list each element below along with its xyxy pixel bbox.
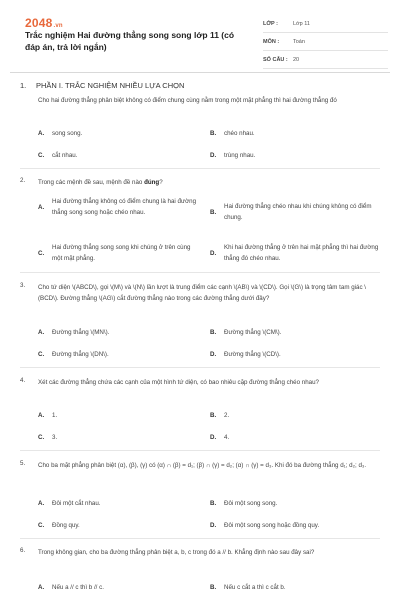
option-text: chéo nhau.	[224, 130, 255, 137]
option-text: Khi hai đường thẳng ở trên hai mặt phẳng thì hai đường thẳng đó chéo nhau.	[224, 244, 379, 262]
option-a[interactable]	[38, 128, 198, 139]
option-c[interactable]	[38, 150, 198, 161]
option-text: 2.	[224, 412, 230, 419]
document-title: Trắc nghiệm Hai đường thẳng song song lớp 11 (có đáp án, trả lời ngắn)	[25, 30, 235, 52]
option-text: Đường thẳng \(DN\).	[52, 351, 109, 358]
question-5	[20, 460, 380, 471]
meta-key: LỚP :	[263, 20, 278, 27]
option-letter: D.	[210, 152, 217, 159]
section-heading	[20, 81, 184, 90]
option-text: song song.	[52, 130, 83, 137]
meta-value: Toán	[293, 38, 305, 45]
divider	[20, 272, 380, 273]
option-b[interactable]	[210, 128, 380, 139]
meta-key: MÔN :	[263, 38, 280, 45]
option-a[interactable]	[38, 196, 198, 218]
meta-key: SỐ CÂU :	[263, 56, 288, 63]
question-2	[20, 177, 380, 188]
option-text: Đường thẳng \(CD\).	[224, 351, 281, 358]
divider	[20, 168, 380, 169]
question-text-end: ?	[159, 179, 163, 186]
option-a[interactable]	[38, 498, 198, 509]
option-text: Đôi một song song.	[224, 500, 278, 507]
option-text: Đôi một song song hoặc đồng quy.	[224, 522, 320, 529]
option-letter: A.	[38, 329, 45, 336]
document-header	[10, 0, 390, 73]
question-text	[38, 177, 380, 188]
meta-row-subject	[263, 33, 388, 51]
option-text: Hai đường thẳng song song khi chúng ở trên cùng một mặt phẳng.	[52, 244, 191, 262]
option-letter: D.	[210, 351, 217, 358]
option-letter: D.	[210, 434, 217, 441]
option-text: Đường thẳng \(MN\).	[52, 329, 110, 336]
question-4	[20, 377, 380, 388]
option-letter: C.	[38, 249, 45, 257]
option-letter: D.	[210, 522, 217, 529]
question-text-start: Trong các mệnh đề sau, mệnh đề nào	[38, 179, 145, 186]
option-d[interactable]	[210, 150, 380, 161]
question-1	[20, 95, 380, 106]
question-3	[20, 282, 380, 304]
logo-text: 2048	[25, 16, 53, 30]
option-text: Hai đường thẳng chéo nhau khi chúng không có điểm chung.	[224, 203, 372, 221]
divider	[20, 450, 380, 451]
option-letter: B.	[210, 130, 217, 137]
option-text: Hai đường thẳng không có điểm chung là hai đường thẳng song song hoặc chéo nhau.	[52, 198, 197, 216]
meta-value: Lớp 11	[293, 20, 310, 27]
question-number: 3.	[20, 282, 26, 289]
option-a[interactable]	[38, 582, 198, 593]
section-number: 1.	[20, 81, 27, 90]
option-text: 3.	[52, 434, 58, 441]
option-text: Đường thẳng \(CM\).	[224, 329, 282, 336]
question-number: 6.	[20, 547, 26, 554]
option-text: 1.	[52, 412, 58, 419]
option-text: Đồng quy.	[52, 522, 80, 529]
option-letter: B.	[210, 584, 217, 591]
document-meta	[263, 15, 388, 69]
section-title: PHẦN I. TRẮC NGHIỆM NHIỀU LỰA CHỌN	[36, 81, 185, 90]
site-logo[interactable]	[25, 16, 63, 30]
option-letter: A.	[38, 584, 45, 591]
option-d[interactable]	[210, 432, 380, 443]
option-d[interactable]	[210, 242, 380, 264]
option-letter: D.	[210, 249, 217, 257]
question-6	[20, 547, 380, 558]
option-text: Nếu a // c thì b // c.	[52, 584, 104, 591]
logo-suffix: .vn	[53, 23, 63, 29]
option-letter: A.	[38, 203, 45, 211]
question-text: Cho hai đường thẳng phân biệt không có điểm chung cùng nằm trong một mặt phẳng thì hai đường thẳng đó	[38, 97, 337, 104]
question-number: 5.	[20, 460, 26, 467]
option-letter: A.	[38, 130, 45, 137]
option-letter: C.	[38, 522, 45, 529]
option-d[interactable]	[210, 349, 380, 360]
option-letter: C.	[38, 152, 45, 159]
option-c[interactable]	[38, 432, 198, 443]
option-c[interactable]	[38, 242, 198, 264]
question-keyword: đúng	[144, 179, 160, 186]
question-number: 2.	[20, 177, 26, 184]
question-number: 4.	[20, 377, 26, 384]
meta-row-class	[263, 15, 388, 33]
meta-value: 20	[293, 56, 300, 63]
option-b[interactable]	[210, 498, 380, 509]
option-letter: C.	[38, 434, 45, 441]
option-letter: B.	[210, 329, 217, 336]
option-c[interactable]	[38, 349, 198, 360]
option-letter: B.	[210, 208, 217, 216]
question-text: Cho tứ diện \(ABCD\), gọi \(M\) và \(N\) lần lượt là trung điểm các cạnh \(AB\) và \(CD\). Gọi \(G\) là trọng tâm tam giác \(BCD\). Đường thẳng \(AG\) cắt đường thẳng nào trong các đường thẳng dưới đây?	[38, 284, 366, 302]
option-b[interactable]	[210, 582, 380, 593]
option-letter: A.	[38, 412, 45, 419]
meta-row-count	[263, 51, 388, 69]
option-d[interactable]	[210, 520, 380, 531]
option-c[interactable]	[38, 520, 198, 531]
divider	[20, 367, 380, 368]
question-text: Trong không gian, cho ba đường thẳng phân biệt a, b, c trong đó a // b. Khẳng định nào sau đây sai?	[38, 549, 315, 556]
option-letter: C.	[38, 351, 45, 358]
option-b[interactable]	[210, 201, 380, 223]
option-a[interactable]	[38, 410, 198, 421]
option-b[interactable]	[210, 410, 380, 421]
divider	[20, 538, 380, 539]
option-text: Đôi một cắt nhau.	[52, 500, 101, 507]
question-text: Cho ba mặt phẳng phân biệt (α), (β), (γ) có (α) ∩ (β) = d₁; (β) ∩ (γ) = d₂; (α) ∩ (γ) = d₃. Khi đó ba đường thẳng d₁; d₂; d₃.	[38, 462, 367, 469]
option-b[interactable]	[210, 327, 380, 338]
option-text: 4.	[224, 434, 230, 441]
option-letter: B.	[210, 500, 217, 507]
option-text: Nếu c cắt a thì c cắt b.	[224, 584, 286, 591]
option-text: trùng nhau.	[224, 152, 256, 159]
option-a[interactable]	[38, 327, 198, 338]
option-letter: A.	[38, 500, 45, 507]
option-text: cắt nhau.	[52, 152, 78, 159]
option-letter: B.	[210, 412, 217, 419]
question-text: Xét các đường thẳng chứa các cạnh của một hình tứ diện, có bao nhiêu cặp đường thẳng chéo nhau?	[38, 379, 319, 386]
